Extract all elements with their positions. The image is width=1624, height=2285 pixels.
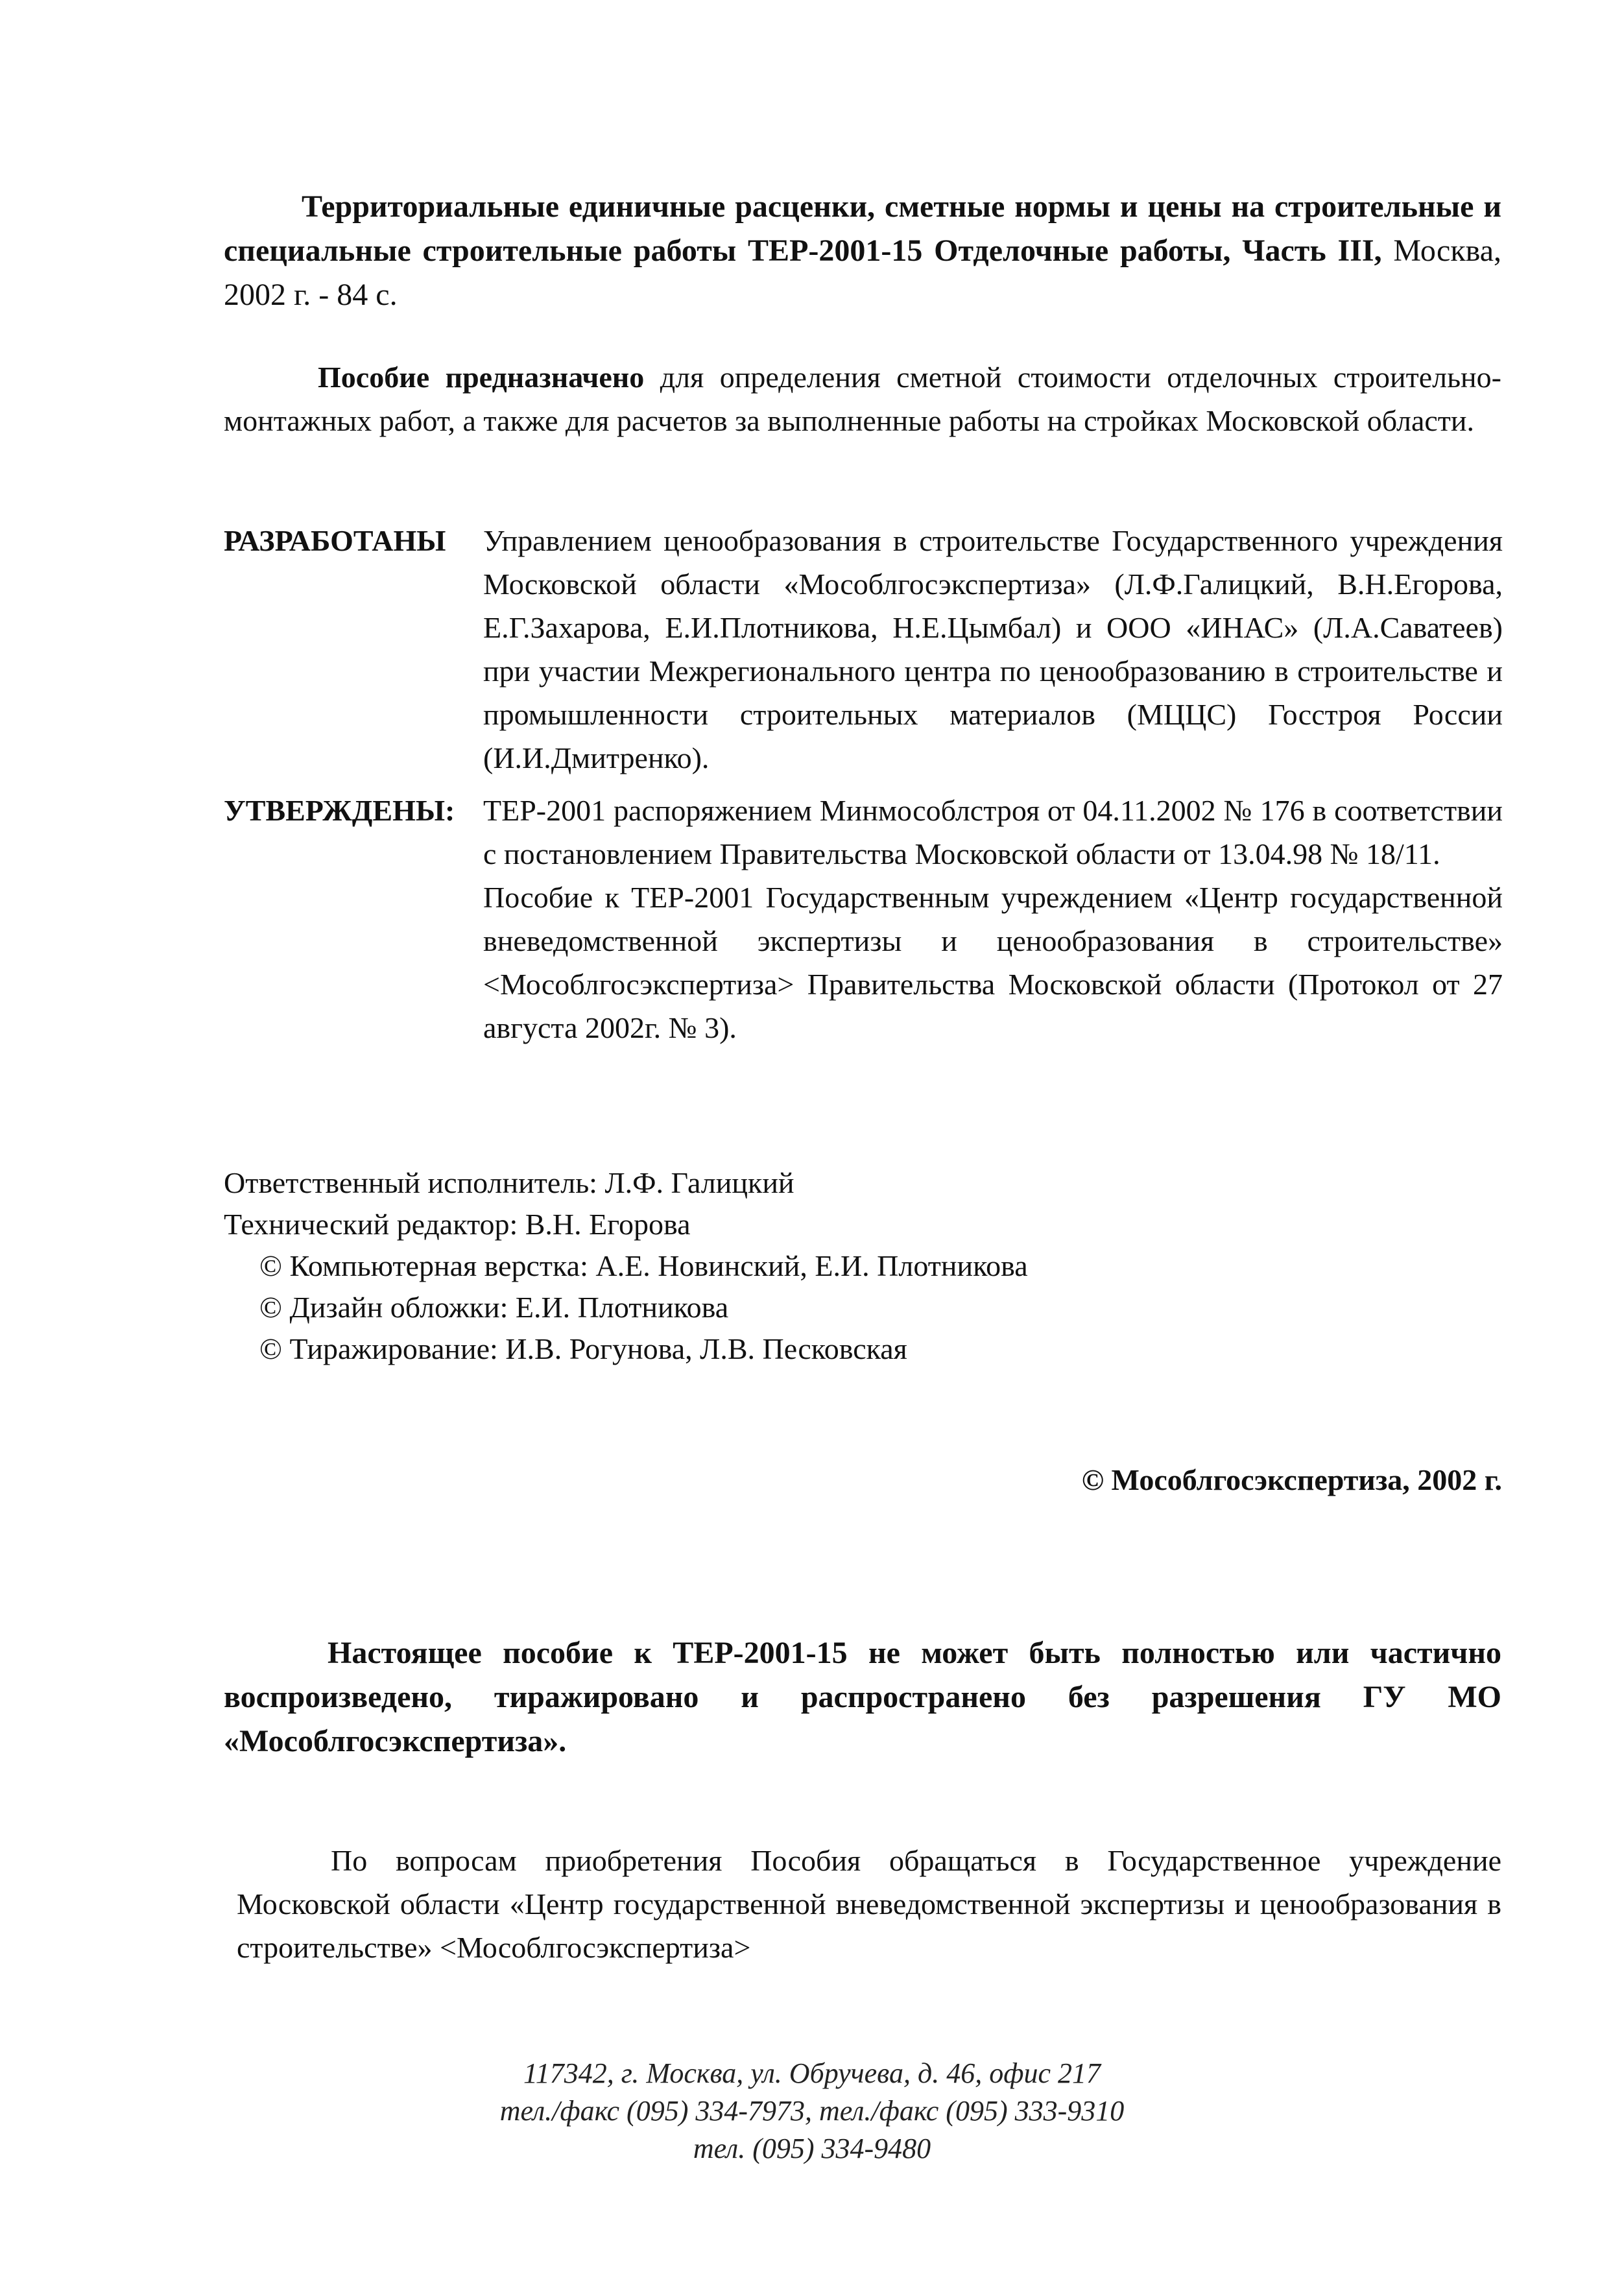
purpose-text: для определения сметной стоимости отделочных строительно-монтажных работ, а также для расчетов за выполненные работы на стройках Московской области.	[224, 361, 1501, 437]
approved-text-1: ТЕР-2001 распоряжением Минмособлстроя от 04.11.2002 № 176 в соответствии с постановлением Правительства Московской области от 13.04.98 № 18/11.	[483, 794, 1503, 870]
approved-text-2: Пособие к ТЕР-2001 Государственным учреждением «Центр государственной вневедомственной экспертизы и ценообразования в строительстве» <Мособлгосэкспертиза> Правительства Московской области (Протокол от 27 августа 2002г. № 3).	[483, 881, 1503, 1044]
developed-text: Управлением ценообразования в строительстве Государственного учреждения Московской области «Мособлгосэкспертиза» (Л.Ф.Галицкий, В.Н.Егорова, Е.Г.Захарова, Е.И.Плотникова, Н.Е.Цымбал) и ООО «ИНАС» (Л.А.Саватеев) при участии Межрегионального центра по ценообразованию в строительстве и промышленности строительных материалов (МЦЦС) Госстроя России (И.И.Дмитренко).	[483, 524, 1503, 774]
notice-text: Настоящее пособие к ТЕР-2001-15 не может быть полностью или частично воспроизведено, тиражировано и распространено без разрешения ГУ МО «Мособлгосэкспертиза».	[224, 1636, 1501, 1758]
title-publication-info: Москва, 2002 г. - 84 с.	[224, 233, 1502, 312]
address-line-phone: тел. (095) 334-9480	[693, 2133, 931, 2164]
address-line-street: 117342, г. Москва, ул. Обручева, д. 46, офис 217	[523, 2057, 1101, 2089]
credit-tech-editor: Технический редактор: В.Н. Егорова	[224, 1208, 691, 1241]
approved-label: УТВЕРЖДЕНЫ:	[224, 794, 455, 827]
inquiry-paragraph	[237, 1839, 1501, 1969]
copyright-line: © Мособлгосэкспертиза, 2002 г.	[1081, 1463, 1502, 1496]
credit-responsible: Ответственный исполнитель: Л.Ф. Галицкий	[224, 1166, 794, 1199]
title-paragraph	[224, 185, 1501, 317]
credit-replication: © Тиражирование: И.В. Рогунова, Л.В. Песковская	[259, 1332, 907, 1365]
inquiry-text: По вопросам приобретения Пособия обращаться в Государственное учреждение Московской области «Центр государственной вневедомственной экспертизы и ценообразования в строительстве» <Мособлгосэкспертиза>	[237, 1844, 1501, 1964]
credit-cover-design: © Дизайн обложки: Е.И. Плотникова	[259, 1291, 729, 1324]
approved-section	[483, 789, 1503, 1049]
developed-label: РАЗРАБОТАНЫ	[224, 524, 446, 557]
purpose-lead: Пособие предназначено	[318, 361, 645, 394]
credit-layout: © Компьютерная верстка: А.Е. Новинский, Е.И. Плотникова	[259, 1249, 1028, 1282]
credits-list	[224, 1161, 1261, 1369]
contact-address	[0, 2055, 1624, 2168]
title-bold: Территориальные единичные расценки, сметные нормы и цены на строительные и специальные строительные работы ТЕР-2001-15 Отделочные работы, Часть III,	[224, 189, 1501, 268]
notice-paragraph	[224, 1631, 1501, 1764]
purpose-paragraph	[224, 355, 1501, 442]
address-line-phones: тел./факс (095) 334-7973, тел./факс (095) 333-9310	[499, 2095, 1125, 2127]
